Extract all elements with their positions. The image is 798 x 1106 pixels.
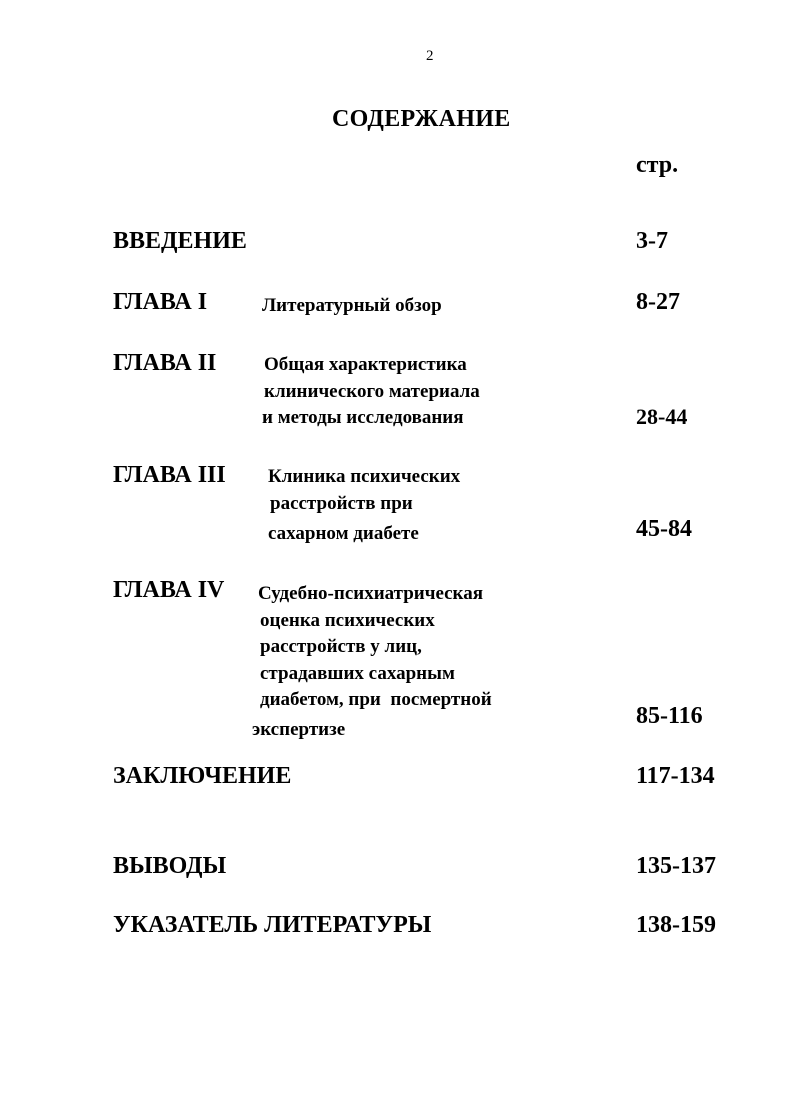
toc-heading-chapter-2: ГЛАВА II [113, 350, 217, 376]
toc-pages-findings: 135-137 [636, 853, 716, 879]
toc-subtitle-line: и методы исследования [262, 407, 464, 428]
toc-heading-bibliography: УКАЗАТЕЛЬ ЛИТЕРАТУРЫ [113, 912, 432, 938]
toc-subtitle-line: оценка психических [260, 609, 435, 631]
toc-subtitle-line: клинического материала [264, 380, 480, 402]
toc-subtitle-line: Литературный обзор [262, 295, 442, 316]
toc-subtitle-line: расстройств при [270, 492, 413, 514]
toc-subtitle-line: сахарном диабете [268, 523, 419, 544]
page-column-label: стр. [636, 152, 679, 178]
toc-heading-chapter-3: ГЛАВА III [113, 462, 226, 488]
toc-subtitle-line: Общая характеристика [264, 354, 467, 375]
toc-heading-conclusion: ЗАКЛЮЧЕНИЕ [113, 763, 292, 789]
toc-subtitle-line: Клиника психических [268, 466, 461, 487]
toc-heading-chapter-4: ГЛАВА IV [113, 577, 225, 603]
toc-heading-findings: ВЫВОДЫ [113, 853, 227, 879]
toc-pages-chapter-2: 28-44 [636, 404, 688, 429]
toc-subtitle-line: Судебно-психиатрическая [258, 583, 483, 604]
toc-pages-bibliography: 138-159 [636, 912, 716, 938]
toc-subtitle-chapter-1 [262, 293, 442, 320]
toc-subtitle-chapter-3 [268, 464, 460, 548]
page-title: СОДЕРЖАНИЕ [332, 106, 511, 132]
toc-pages-chapter-1: 8-27 [636, 289, 680, 315]
page-number: 2 [426, 48, 434, 64]
toc-pages-conclusion: 117-134 [636, 763, 715, 789]
toc-pages-introduction: 3-7 [636, 228, 668, 254]
toc-subtitle-chapter-2 [262, 352, 480, 432]
toc-pages-chapter-4: 85-116 [636, 703, 703, 729]
toc-subtitle-line: расстройств у лиц, [260, 636, 422, 657]
toc-subtitle-line: страдавших сахарным [260, 662, 455, 684]
toc-subtitle-chapter-4 [252, 581, 492, 743]
toc-heading-introduction: ВВЕДЕНИЕ [113, 228, 247, 254]
toc-subtitle-line: экспертизе [252, 718, 346, 740]
toc-subtitle-line: диабетом, при посмертной [260, 689, 492, 710]
toc-pages-chapter-3: 45-84 [636, 516, 692, 542]
toc-heading-chapter-1: ГЛАВА I [113, 289, 208, 315]
